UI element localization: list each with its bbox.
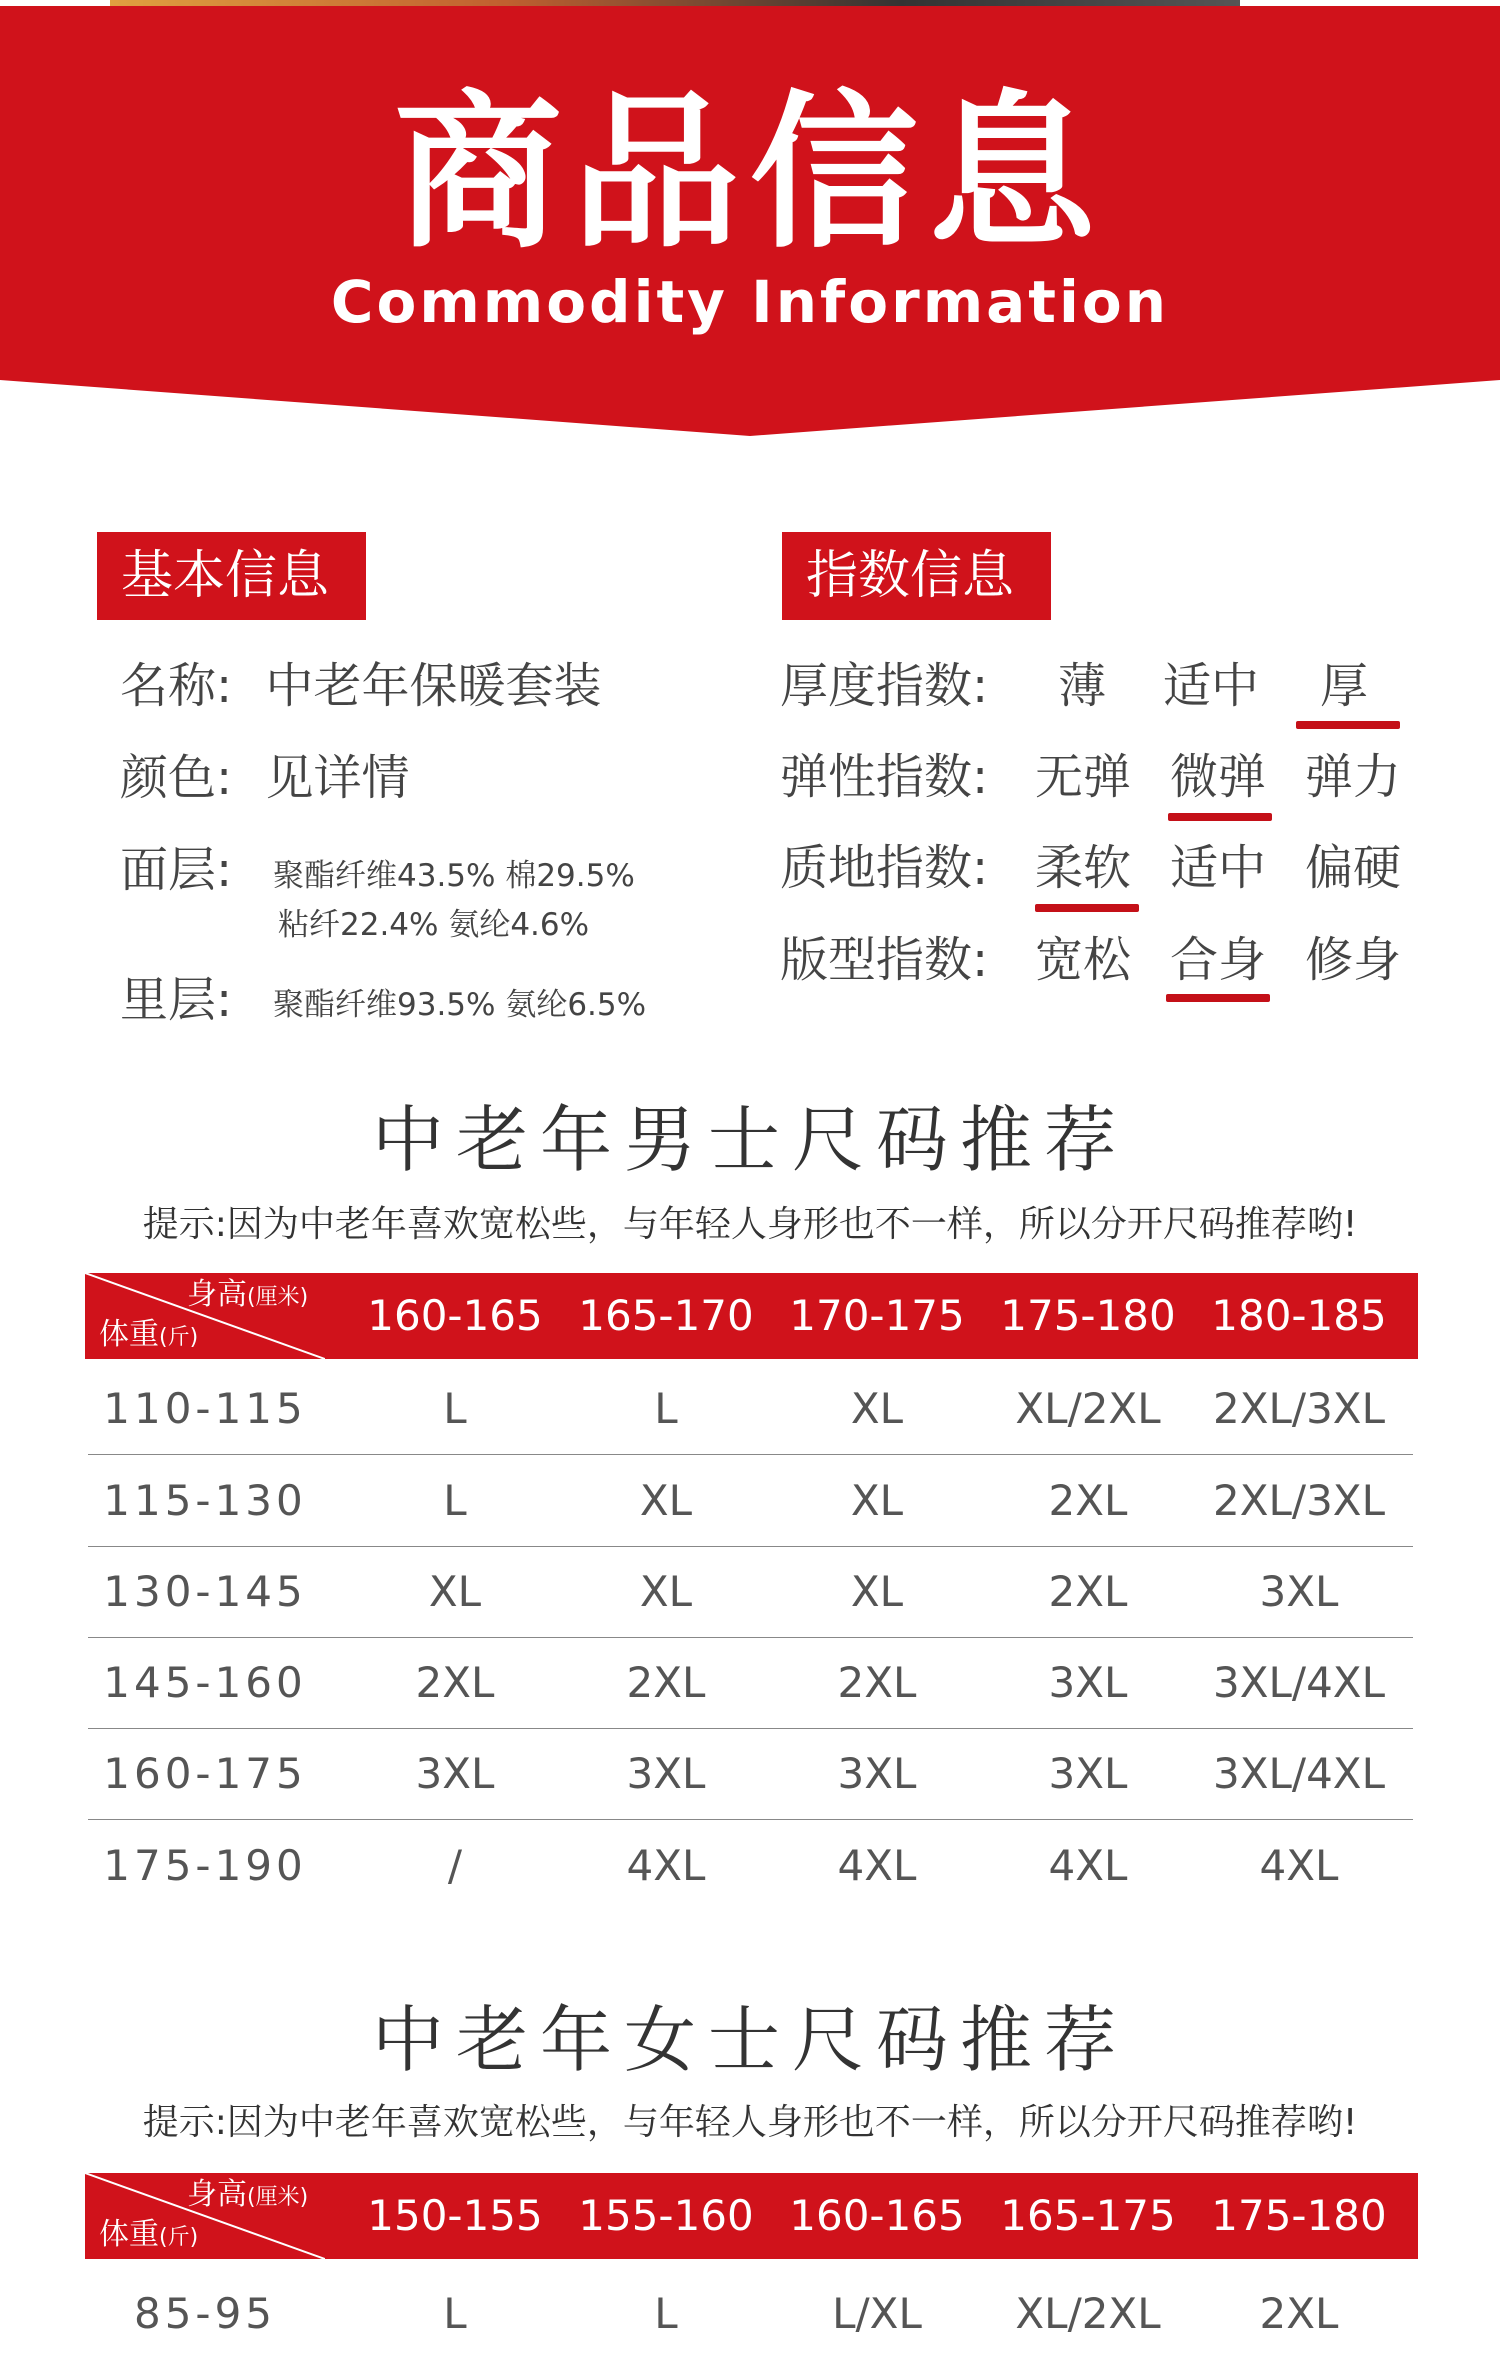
name-value: 中老年保暖套装 [265,658,602,714]
size-cell: 2XL/3XL [1213,1384,1385,1433]
men-size-tip: 提示:因为中老年喜欢宽松些，与年轻人身形也不一样，所以分开尺码推荐哟! [142,1204,1358,1245]
thickness-option-medium: 适中 [1163,658,1260,714]
texture-option-hard: 偏硬 [1305,840,1402,896]
size-cell: 3XL/4XL [1213,1749,1385,1798]
banner-title: 商品信息 [394,75,1106,271]
size-cell: L [654,1384,678,1433]
height-corner-label: 身高(厘米) [187,1277,309,1312]
outer-fabric-line1: 聚酯纤维43.5% 棉29.5% [273,858,635,894]
women-header-col5: 175-180 [1211,2191,1387,2240]
size-cell: XL [850,1476,904,1525]
elasticity-option-slight: 微弹 [1170,749,1267,805]
thickness-index-row [780,651,1420,721]
name-row [120,656,601,716]
weight-cell: 175-190 [103,1841,307,1890]
table-row [88,1546,1413,1638]
size-cell: 4XL [1048,1841,1128,1890]
women-header-col1: 150-155 [367,2191,543,2240]
elasticity-option-stretch: 弹力 [1305,749,1402,805]
size-cell: XL [428,1567,482,1616]
size-cell: 4XL [626,1841,706,1890]
men-size-title: 中老年男士尺码推荐 [371,1098,1128,1182]
table-row [88,1728,1413,1820]
women-header-col3: 160-165 [789,2191,965,2240]
color-value: 见详情 [265,750,410,806]
table-row [88,1455,1413,1547]
weight-cell: 130-145 [103,1567,307,1616]
men-header-col1: 160-165 [367,1291,543,1340]
men-header-col3: 170-175 [789,1291,965,1340]
weight-cell: 110-115 [103,1384,307,1433]
weight-cell: 145-160 [103,1658,307,1707]
men-size-table-header [85,1273,1418,1359]
fit-option-regular: 合身 [1170,932,1267,988]
women-header-col4: 165-175 [1000,2191,1176,2240]
size-cell: 3XL [1048,1658,1128,1707]
elasticity-selected-underline [1168,813,1272,821]
size-cell: XL/2XL [1015,1384,1161,1433]
men-header-col2: 165-170 [578,1291,754,1340]
size-cell: L [443,1384,467,1433]
weight-corner-label: 体重(斤) [99,2217,199,2252]
size-cell: XL/2XL [1015,2289,1161,2338]
weight-cell: 85-95 [133,2289,277,2338]
texture-option-medium: 适中 [1170,840,1267,896]
women-size-tip: 提示:因为中老年喜欢宽松些，与年轻人身形也不一样，所以分开尺码推荐哟! [142,2102,1358,2143]
size-cell: 2XL [1048,1567,1128,1616]
size-cell: L/XL [832,2289,922,2338]
size-cell: 2XL [1259,2289,1339,2338]
size-cell: 3XL [1048,1749,1128,1798]
thickness-option-thin: 薄 [1058,658,1107,714]
size-cell: XL [850,1567,904,1616]
women-size-title: 中老年女士尺码推荐 [371,1998,1128,2082]
thickness-label: 厚度指数: [780,658,989,714]
outer-label: 面层: [120,842,233,898]
name-label: 名称: [120,658,233,714]
size-cell: 2XL [1048,1476,1128,1525]
size-cell: 2XL [626,1658,706,1707]
size-cell: 3XL [837,1749,917,1798]
size-cell: 4XL [837,1841,917,1890]
fit-option-slim: 修身 [1305,932,1402,988]
fit-label: 版型指数: [780,932,989,988]
fit-option-loose: 宽松 [1035,932,1132,988]
elasticity-index-row [780,742,1420,812]
inner-label: 里层: [120,972,233,1028]
header-banner [0,0,1500,440]
size-cell: 3XL [1259,1567,1339,1616]
color-row [120,748,409,808]
women-header-col2: 155-160 [578,2191,754,2240]
table-row [88,1637,1413,1729]
size-cell: XL [639,1476,693,1525]
fit-selected-underline [1166,994,1270,1002]
size-cell: 3XL [626,1749,706,1798]
size-cell: 2XL [837,1658,917,1707]
outer-fabric-line2: 粘纤22.4% 氨纶4.6% [278,907,590,943]
elasticity-option-none: 无弹 [1035,749,1132,805]
size-cell: L [443,2289,467,2338]
weight-corner-label: 体重(斤) [99,1317,199,1352]
size-cell: / [447,1841,463,1890]
texture-option-soft: 柔软 [1035,840,1132,896]
men-header-col5: 180-185 [1211,1291,1387,1340]
thickness-selected-underline [1296,721,1400,729]
table-row [88,2268,1413,2359]
weight-cell: 160-175 [103,1749,307,1798]
size-cell: 3XL [415,1749,495,1798]
texture-label: 质地指数: [780,840,989,896]
fit-index-row [780,925,1420,995]
size-cell: 2XL/3XL [1213,1476,1385,1525]
size-cell: L [443,1476,467,1525]
size-cell: XL [639,1567,693,1616]
women-size-table-header [85,2173,1418,2259]
inner-fabric-value: 聚酯纤维93.5% 氨纶6.5% [273,987,647,1023]
color-label: 颜色: [120,750,233,806]
size-cell: 3XL/4XL [1213,1658,1385,1707]
size-cell: 2XL [415,1658,495,1707]
thickness-option-thick: 厚 [1320,658,1369,714]
index-info-tag: 指数信息 [782,532,1051,620]
elasticity-label: 弹性指数: [780,749,989,805]
size-cell: XL [850,1384,904,1433]
table-row [88,1820,1413,1911]
height-corner-label: 身高(厘米) [187,2177,309,2212]
weight-cell: 115-130 [103,1476,307,1525]
texture-selected-underline [1035,904,1139,912]
table-row [88,1363,1413,1455]
size-cell: 4XL [1259,1841,1339,1890]
texture-index-row [780,833,1420,903]
banner-subtitle: Commodity Information [330,268,1170,336]
men-header-col4: 175-180 [1000,1291,1176,1340]
basic-info-tag: 基本信息 [97,532,366,620]
size-cell: L [654,2289,678,2338]
